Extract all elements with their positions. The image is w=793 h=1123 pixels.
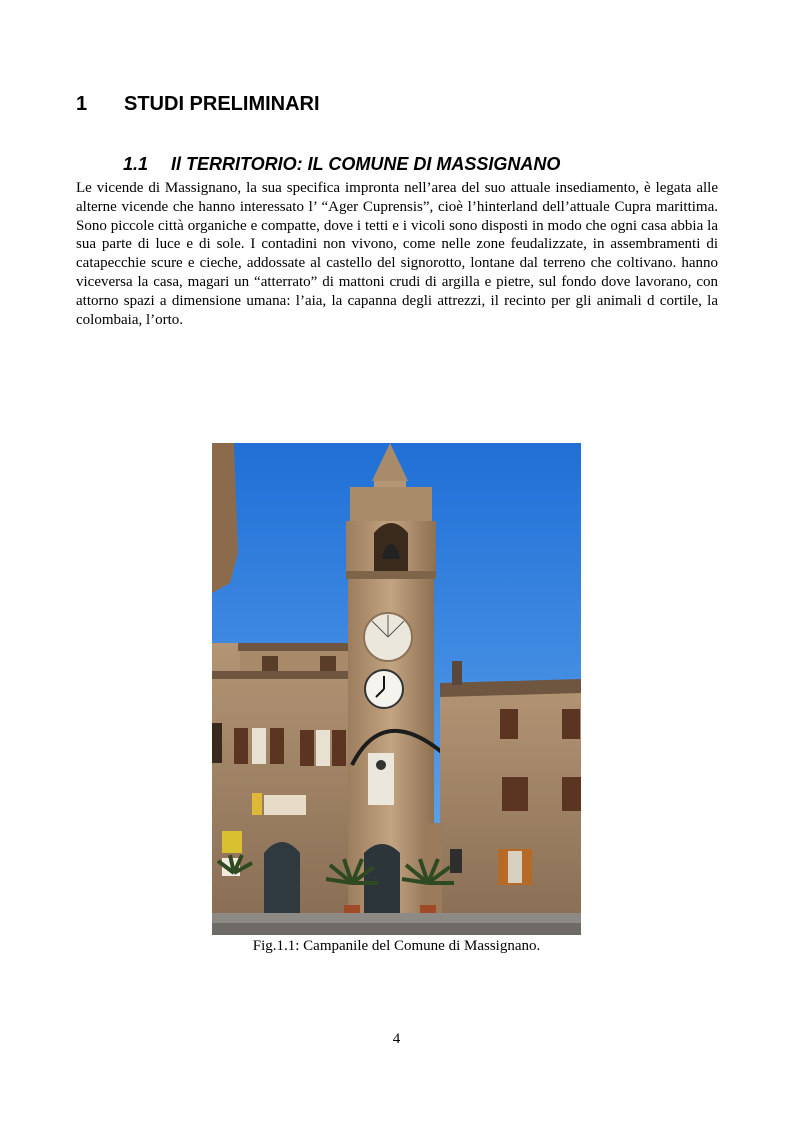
page-number: 4 — [392, 1031, 401, 1047]
figure-caption: Fig.1.1: Campanile del Comune di Massignano. — [252, 938, 541, 954]
chapter-title: STUDI PRELIMINARI — [124, 93, 320, 115]
figure-bell-tower-photo — [212, 443, 581, 935]
section-heading — [123, 152, 560, 176]
section-title: Il TERRITORIO: IL COMUNE DI MASSIGNANO — [171, 154, 561, 174]
section-number: 1.1 — [123, 154, 149, 174]
chapter-number: 1 — [76, 93, 88, 115]
body-paragraph: Le vicende di Massignano, la sua specifica impronta nell’area del suo attuale insediamento, è legata alle alterne vicende che hanno interessato l’ “Ager Cuprensis”, cioè l’hinterland dell’attuale Cupra marittima. Sono piccole città organiche e compatte, dove i tetti e i vicoli sono disposti in modo che ogni casa abbia la sua parte di luce e di sole. I contadini non vivono, come nelle zone feudalizzate, in assembramenti di catapecchie scure e cieche, addossate al castello del signorotto, lontane dal terreno che coltivano. hanno viceversa la casa, magari un “atterrato” di mattoni crudi di argilla e pietre, sul fondo dove lavorano, con attorno spazi a dimensione umana: l’aia, la capanna degli attrezzi, il recinto per gli animali d cortile, la colombaia, l’orto. — [76, 180, 718, 328]
chapter-heading — [76, 91, 320, 117]
bell-tower-illustration — [212, 443, 581, 935]
